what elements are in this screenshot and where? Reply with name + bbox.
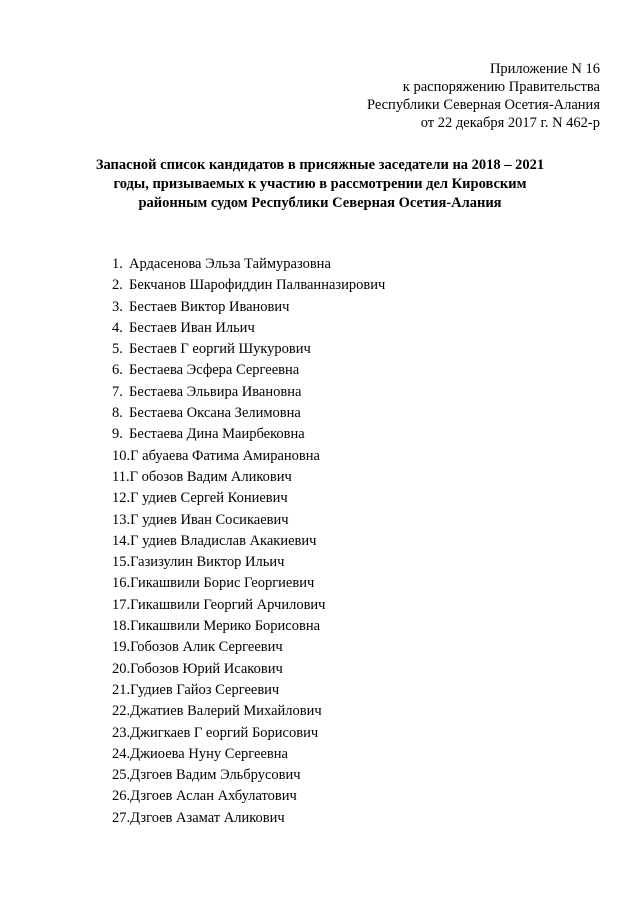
list-item-number: 26. bbox=[112, 788, 131, 805]
list-item bbox=[112, 808, 385, 829]
list-item-number: 1. bbox=[112, 256, 123, 272]
list-item bbox=[112, 488, 385, 509]
candidate-name: Г обозов Вадим Аликович bbox=[129, 468, 292, 485]
list-item bbox=[112, 318, 385, 339]
list-item bbox=[112, 297, 385, 318]
list-item-number: 12. bbox=[112, 490, 131, 507]
title-line: районным судом Республики Северная Осетия-Алания bbox=[138, 195, 502, 211]
list-item bbox=[112, 723, 385, 744]
list-item bbox=[112, 573, 385, 594]
list-item-number: 7. bbox=[112, 383, 123, 400]
title-line: годы, призываемых к участию в рассмотрении дел Кировским bbox=[113, 176, 527, 192]
list-item bbox=[112, 701, 385, 722]
list-item bbox=[112, 403, 385, 424]
list-item bbox=[112, 424, 385, 445]
list-item-number: 13. bbox=[112, 511, 131, 528]
list-item bbox=[112, 360, 385, 381]
list-item-number: 27. bbox=[112, 809, 131, 826]
list-item-number: 20. bbox=[112, 660, 131, 677]
list-item bbox=[112, 616, 385, 637]
list-item-number: 8. bbox=[112, 405, 123, 422]
candidate-name: Газизулин Виктор Ильич bbox=[130, 554, 285, 571]
list-item bbox=[112, 510, 385, 531]
document-title bbox=[0, 156, 640, 213]
candidate-name: Бестаева Эльвира Ивановна bbox=[129, 383, 302, 400]
list-item-number: 14. bbox=[112, 532, 131, 549]
list-item-number: 23. bbox=[112, 724, 131, 741]
list-item-number: 24. bbox=[112, 745, 131, 762]
list-item bbox=[112, 552, 385, 573]
list-item bbox=[112, 637, 385, 658]
list-item-number: 25. bbox=[112, 767, 131, 784]
candidate-name: Гобозов Алик Сергеевич bbox=[130, 639, 283, 656]
list-item bbox=[112, 744, 385, 765]
candidate-name: Г удиев Иван Сосикаевич bbox=[130, 511, 289, 528]
list-item-number: 17. bbox=[112, 596, 131, 613]
candidate-name: Дзгоев Аслан Ахбулатович bbox=[130, 788, 297, 805]
list-item bbox=[112, 786, 385, 807]
appendix-number: Приложение N 16 bbox=[489, 61, 600, 77]
list-item-number: 10. bbox=[112, 447, 131, 464]
document-header bbox=[367, 60, 600, 132]
candidate-name: Г удиев Владислав Акакиевич bbox=[130, 532, 317, 549]
list-item-number: 21. bbox=[112, 681, 131, 698]
candidate-name: Бестаев Иван Ильич bbox=[129, 319, 255, 336]
candidate-name: Гикашвили Борис Георгиевич bbox=[130, 575, 315, 592]
candidate-name: Бестаева Оксана Зелимовна bbox=[129, 405, 301, 422]
list-item bbox=[112, 531, 385, 552]
candidate-name: Бекчанов Шарофиддин Палванназирович bbox=[129, 277, 386, 294]
list-item bbox=[112, 339, 385, 360]
list-item bbox=[112, 680, 385, 701]
list-item-number: 6. bbox=[112, 362, 123, 379]
list-item bbox=[112, 467, 385, 488]
appendix-reference: к распоряжению Правительства bbox=[402, 79, 600, 95]
candidate-name: Гобозов Юрий Исакович bbox=[130, 660, 283, 677]
candidate-name: Гикашвили Мерико Борисовна bbox=[130, 618, 321, 635]
title-line: Запасной список кандидатов в присяжные заседатели на 2018 – 2021 bbox=[95, 157, 545, 173]
candidate-name: Г удиев Сергей Кониевич bbox=[130, 490, 288, 507]
candidate-name: Г абуаева Фатима Амирановна bbox=[130, 447, 320, 464]
appendix-authority: Республики Северная Осетия-Алания bbox=[366, 97, 600, 113]
list-item-number: 22. bbox=[112, 703, 131, 720]
list-item bbox=[112, 382, 385, 403]
candidate-name: Джатиев Валерий Михайлович bbox=[130, 703, 322, 720]
list-item bbox=[112, 659, 385, 680]
list-item bbox=[112, 765, 385, 786]
candidate-name: Джиоева Нуну Сергеевна bbox=[130, 745, 288, 762]
candidate-name: Дзгоев Вадим Эльбрусович bbox=[130, 767, 301, 784]
list-item bbox=[112, 254, 385, 275]
list-item-number: 19. bbox=[112, 639, 131, 656]
list-item-number: 9. bbox=[112, 426, 123, 443]
list-item-number: 3. bbox=[112, 298, 123, 315]
list-item-number: 2. bbox=[112, 277, 123, 294]
candidate-name: Гикашвили Георгий Арчилович bbox=[130, 596, 326, 613]
appendix-date: от 22 декабря 2017 г. N 462-р bbox=[420, 115, 600, 131]
candidate-name: Бестаев Г еоргий Шукурович bbox=[129, 341, 311, 358]
candidate-list bbox=[112, 254, 385, 829]
candidate-name: Бестаева Эсфера Сергеевна bbox=[129, 362, 300, 379]
candidate-name: Гудиев Гайоз Сергеевич bbox=[130, 681, 280, 698]
list-item-number: 16. bbox=[112, 575, 131, 592]
list-item bbox=[112, 275, 385, 296]
list-item bbox=[112, 595, 385, 616]
candidate-name: Дзгоев Азамат Аликович bbox=[130, 809, 285, 826]
candidate-name: Джигкаев Г еоргий Борисович bbox=[130, 724, 319, 741]
candidate-name: Ардасенова Эльза Таймуразовна bbox=[129, 256, 331, 272]
list-item-number: 15. bbox=[112, 554, 131, 571]
list-item-number: 18. bbox=[112, 618, 131, 635]
list-item-number: 11. bbox=[112, 468, 130, 485]
list-item-number: 4. bbox=[112, 319, 123, 336]
candidate-name: Бестаев Виктор Иванович bbox=[129, 298, 290, 315]
candidate-name: Бестаева Дина Маирбековна bbox=[129, 426, 305, 443]
list-item bbox=[112, 446, 385, 467]
list-item-number: 5. bbox=[112, 341, 123, 358]
